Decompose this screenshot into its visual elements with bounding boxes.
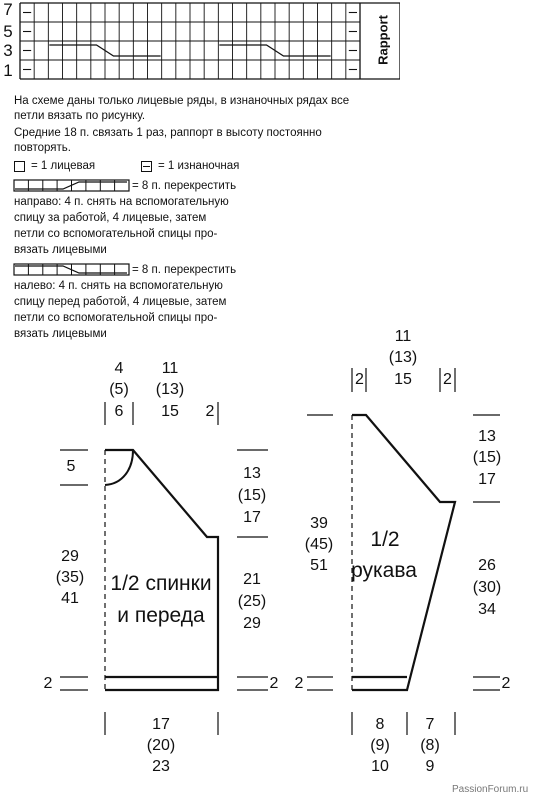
sleeve-side-dim-1: 26: [478, 557, 496, 574]
sleeve-bottom-right-dim-2: (8): [420, 737, 440, 754]
sleeve-top-right-edge-dim: 2: [443, 371, 452, 388]
sleeve-left-total-dim-2: (45): [304, 536, 334, 553]
body-neck-dim-2: (13): [155, 381, 185, 398]
sleeve-top-dim-1: 11: [394, 328, 412, 345]
body-armhole-dim-2: (15): [237, 487, 267, 504]
note-line: На схеме даны только лицевые ряды, в изнаночных рядах все: [14, 95, 350, 107]
body-armhole-dim-3: 17: [243, 509, 261, 526]
sleeve-left-total-dim-3: 51: [310, 557, 328, 574]
legend-cable-right-line: петли со вспомогательной спицы про-: [14, 228, 218, 240]
legend-cable-left-line: налево: 4 п. снять на вспомогательную: [14, 280, 223, 292]
body-label-line2: и переда: [117, 604, 205, 627]
body-hem-right-dim: 2: [269, 675, 279, 692]
sleeve-cap-dim-1: 13: [478, 428, 496, 445]
note-line: Средние 18 п. связать 1 раз, раппорт в высоту постоянно: [14, 127, 322, 139]
legend-purl-label: = 1 изнаночная: [158, 160, 240, 172]
note-line: повторять.: [14, 142, 71, 154]
row-number-5: 5: [3, 22, 13, 41]
sleeve-bottom-left-dim-1: 8: [375, 716, 385, 733]
sleeve-top-left-edge-dim: 2: [355, 371, 364, 388]
body-hem-left-dim: 2: [43, 675, 53, 692]
legend-cable-right-line: направо: 4 п. снять на вспомогательную: [14, 196, 229, 208]
body-width-dim-3: 23: [152, 758, 170, 775]
legend-cable-right-line: вязать лицевыми: [14, 244, 107, 256]
body-side-dim-2: (25): [237, 593, 267, 610]
body-neck-dim-3: 15: [161, 403, 179, 420]
sleeve-top-dim-3: 15: [394, 371, 412, 388]
legend-cable-left-line: = 8 п. перекрестить: [132, 264, 237, 276]
row-number-3: 3: [3, 41, 13, 60]
legend-cable-right-line: спицу за работой, 4 лицевые, затем: [14, 212, 207, 224]
body-shoulder-dim-2: (5): [109, 381, 129, 398]
sleeve-cap-dim-3: 17: [478, 471, 496, 488]
legend-cable-right-line: = 8 п. перекрестить: [132, 180, 237, 192]
legend-cable-left-line: вязать лицевыми: [14, 328, 107, 340]
body-neck-depth-dim: 5: [66, 458, 76, 475]
sleeve-left-total-dim-1: 39: [310, 515, 328, 532]
legend-cable-left-line: спицу перед работой, 4 лицевые, затем: [14, 296, 227, 308]
sleeve-bottom-right-dim-1: 7: [425, 716, 435, 733]
body-armhole-dim-1: 13: [243, 465, 261, 482]
body-neck-dim-1: 11: [161, 360, 179, 377]
watermark: PassionForum.ru: [452, 784, 529, 795]
legend-cable-left-line: петли со вспомогательной спицы про-: [14, 312, 218, 324]
sleeve-cap-dim-2: (15): [472, 449, 502, 466]
body-label-line1: 1/2 спинки: [110, 572, 212, 595]
note-line: петли вязать по рисунку.: [14, 110, 146, 122]
body-left-total-dim-3: 41: [61, 590, 79, 607]
body-side-dim-1: 21: [243, 571, 261, 588]
body-width-dim-2: (20): [146, 737, 176, 754]
sleeve-bottom-left-dim-3: 10: [371, 758, 389, 775]
sleeve-hem-left-dim: 2: [294, 675, 304, 692]
sleeve-side-dim-3: 34: [478, 601, 496, 618]
sleeve-label-line1: 1/2: [370, 528, 400, 551]
body-top-edge-dim: 2: [205, 403, 215, 420]
body-shoulder-dim-3: 6: [114, 403, 124, 420]
row-number-1: 1: [3, 61, 13, 80]
body-side-dim-3: 29: [243, 615, 261, 632]
stitch-chart: 7 5 3 1 Rapport: [0, 0, 400, 82]
sleeve-hem-right-dim: 2: [501, 675, 511, 692]
legend-knit-label: = 1 лицевая: [31, 160, 96, 172]
body-width-dim-1: 17: [152, 716, 170, 733]
body-shoulder-dim-1: 4: [114, 360, 124, 377]
sleeve-bottom-right-dim-3: 9: [425, 758, 435, 775]
sleeve-side-dim-2: (30): [472, 579, 502, 596]
row-number-7: 7: [3, 0, 13, 19]
sleeve-top-dim-2: (13): [388, 349, 418, 366]
body-left-total-dim-2: (35): [55, 569, 85, 586]
sleeve-bottom-left-dim-2: (9): [370, 737, 390, 754]
body-left-total-dim-1: 29: [61, 548, 79, 565]
sleeve-label-line2: рукава: [351, 559, 417, 582]
